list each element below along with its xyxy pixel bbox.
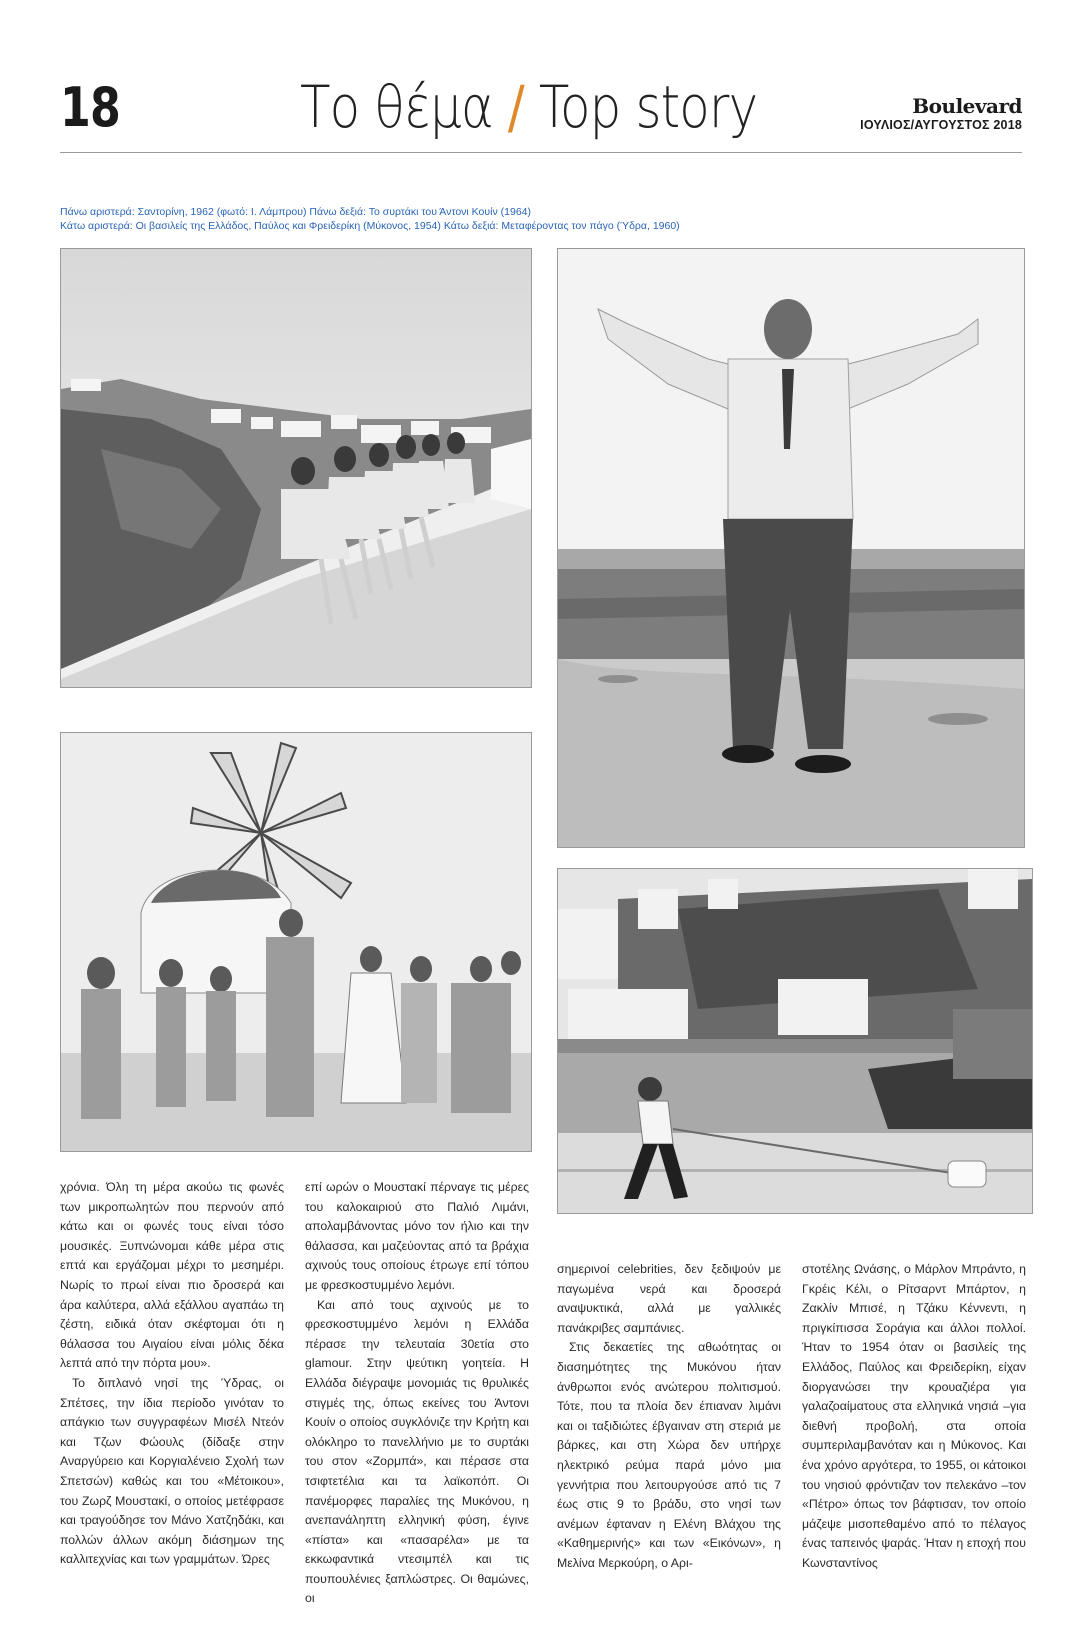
photo-royals-mykonos [60, 732, 532, 1152]
section-title-english: Top story [538, 73, 758, 141]
article-column-1 [60, 1178, 284, 1570]
section-title [300, 74, 757, 140]
title-slash: / [507, 73, 524, 141]
column-2-paragraph-2: Και από τους αχινούς με το φρεσκοστυμμένο λεμόνι η Ελλάδα πέρασε την τελευταία 30ετία στο glamour. Στην ψεύτικη γοητεία. Η Ελλάδα διέγραψε μονομιάς τις θρυλικές στιγμές της, όπως εκείνες του Άντονι Κουίν ο οποίος συγκλόνιζε την Κρήτη και ολόκληρο το πανελλήνιο με το συρτάκι του στον «Ζορμπά», και πέρασε στα τσιφτετέλια και τα λαϊκοπόπ. Οι πανέμορφες παραλίες της Μυκόνου, η ανεπανάληπτη ελληνική φύση, έγινε «πίστα» και «πασαρέλα» με τα εκκωφαντικά ντεσιμπέλ και τις πουπουλένιες ξαπλώστρες. Οι θαμώνες, οι [305, 1297, 529, 1606]
section-title-greek: Το θέμα [300, 73, 493, 141]
column-4-paragraph-1: στοτέλης Ωνάσης, ο Μάρλον Μπράντο, η Γκρέις Κέλι, ο Ρίτσαρντ Μπάρτον, η Ζακλίν Μπισέ, η Τζάκυ Κέννεντι, η πριγκίπισσα Σοράγια και άλλοι πολλοί. Ήταν το 1954 όταν οι βασιλείς της Ελλάδος, Παύλος και Φρειδερίκη, είχαν διοργανώσει την κρουαζιέρα για γαλαζοαίματους στα ελληνικά νησιά –για διεθνή προβολή, στα οποία συμπεριλαμβανόταν και η Μύκονος. Και ένα χρόνο αργότερα, το 1955, οι κάτοικοι του νησιού φρόντιζαν τον πελεκάνο –τον «Πέτρο» όπως τον βάφτισαν, τον οποίο μάζεψε μισοπεθαμένο από το πέλαγος ένας ταπεινός ψαράς. Ήταν η εποχή που Κωνσταντίνος [802, 1262, 1026, 1570]
caption-line-2: Κάτω αριστερά: Οι βασιλείς της Ελλάδος, Παύλος και Φρειδερίκη (Μύκονος, 1954) Κάτω δεξιά: Μεταφέροντας τον πάγο (Ύδρα, 1960) [60, 220, 680, 232]
brand-logo: Boulevard [912, 94, 1022, 118]
photo-santorini-children [60, 248, 532, 688]
header-divider [60, 152, 1022, 153]
column-3-paragraph-1: σημερινοί celebrities, δεν ξεδιψούν με παγωμένα νερά και δροσερά αναψυκτικά, αλλά με γαλλικές πανάκριβες σαμπάνιες. [557, 1262, 781, 1335]
article-column-2 [305, 1178, 529, 1609]
article-column-4 [802, 1260, 1026, 1574]
column-2-paragraph-1: επί ωρών ο Μουστακί πέρναγε τις μέρες του καλοκαιριού στο Παλιό Λιμάνι, απολαμβάνοντας μόνο τον ήλιο και την θάλασσα, και μαζεύοντας από τα βράχια αχινούς τους οποίους έτρωγε επί τόπου με φρεσκοστυμμένο λεμόνι. [305, 1180, 529, 1292]
page-number: 18 [60, 76, 120, 139]
column-3-paragraph-2: Στις δεκαετίες της αθωότητας οι διασημότητες της Μυκόνου ήταν άνθρωποι ενός ανώτερου πολιτισμού. Τότε, που τα πλοία δεν έπιαναν λιμάνι και οι ταξιδιώτες έβγαιναν στη στεριά με βάρκες, και στη Χώρα δεν υπήρχε ηλεκτρικό ρεύμα παρά μόνο μια γεννήτρια που λειτουργούσε από τις 7 έως στις 9 το βράδυ, στο νησί των ανέμων έφταναν η Ελένη Βλάχου της «Καθημερινής» και των «Εικόνων», η Μελίνα Μερκούρη, ο Αρι- [557, 1340, 781, 1570]
caption-line-1: Πάνω αριστερά: Σαντορίνη, 1962 (φωτό: Ι. Λάμπρου) Πάνω δεξιά: Το συρτάκι του Άντονι Κουίν (1964) [60, 206, 531, 218]
column-1-paragraph-1: χρόνια. Όλη τη μέρα ακούω τις φωνές των μικροπωλητών που περνούν από κάτω και οι φωνές τους είναι τόσο μουσικές. Ξυπνώνομαι κάθε μέρα στις επτά και εργάζομαι μέχρι το μεσημέρι. Νωρίς το πρωί είναι πιο δροσερά και άρα καλύτερα, αλλά εξάλλου αγαπάω τη ζέστη, ειδικά όταν σκέφτομαι ότι η θάλασσα του Αιγαίου είναι μόλις δέκα λεπτά από την πόρτα μου». [60, 1180, 284, 1371]
column-1-paragraph-2: Το διπλανό νησί της Ύδρας, οι Σπέτσες, την ίδια περίοδο γινόταν το απάγκιο των συγγραφέων Μισέλ Ντεόν και Τζων Φώουλς (δίδαξε στην Αναργύρειο και Κοργιαλένειο Σχολή των Σπετσών) καθώς και του «Μέτοικου», του Ζωρζ Μουστακί, ο οποίος μετέφρασε και τραγούδησε τον Μάνο Χατζηδάκι, και πολλών άλλων ακόμη διάσημων της καλλιτεχνίας και των γραμμάτων. Ώρες [60, 1375, 284, 1567]
photo-anthony-quinn [557, 248, 1025, 848]
article-column-3 [557, 1260, 781, 1574]
photo-hydra-ice [557, 868, 1033, 1214]
issue-date: ΙΟΥΛΙΟΣ/ΑΥΓΟΥΣΤΟΣ 2018 [860, 118, 1022, 132]
